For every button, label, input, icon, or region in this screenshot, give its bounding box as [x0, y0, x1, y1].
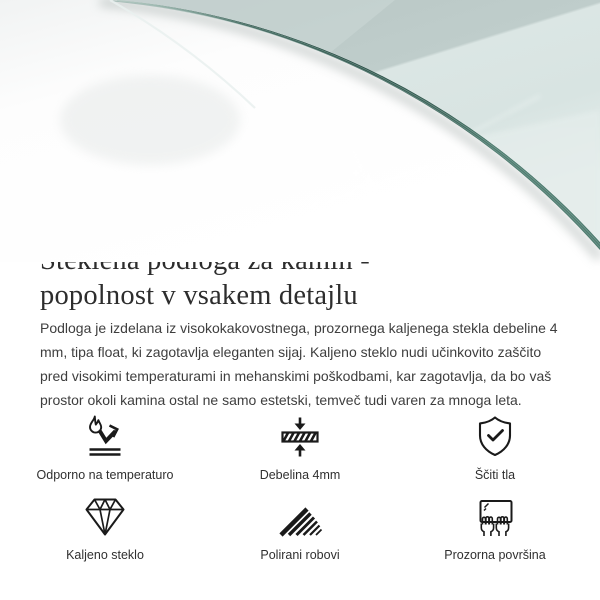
feature-tempered-glass: [30, 496, 180, 564]
feature-label: Polirani robovi: [260, 547, 340, 562]
features-grid: [0, 416, 600, 563]
hands-glass-pane-icon: [472, 496, 518, 540]
feature-label: Odporno na temperaturo: [36, 468, 174, 482]
polished-edges-icon: [277, 496, 323, 540]
glass-sheet-photo: [0, 0, 600, 262]
feature-label: Ščiti tla: [474, 468, 516, 482]
feature-transparent-surface: [420, 496, 570, 564]
thickness-4mm-icon: [277, 416, 323, 460]
temperature-resistant-icon: [82, 416, 128, 460]
page-title-line2: popolnost v vsakem detajlu: [40, 280, 358, 311]
feature-floor-protection: [420, 416, 570, 484]
diamond-icon: [82, 496, 128, 540]
feature-polished-edges: [190, 496, 410, 564]
shield-check-icon: [472, 416, 518, 460]
feature-label: Kaljeno steklo: [66, 547, 144, 562]
product-description: Podloga je izdelana iz visokokakovostnega, prozornega kaljenega stekla debeline 4 mm, tipa float, ki zagotavlja eleganten sijaj. Kaljeno steklo nudi učinkovito zaščito pred visokimi temperaturami in mehanskimi poškodbami, kar zagotavlja, da bo vaš prostor okoli kamina ostal ne samo estetski, temveč tudi varen za mnoga leta.: [40, 320, 558, 408]
feature-label: Debelina 4mm: [259, 468, 341, 482]
feature-label: Prozorna površina: [444, 547, 546, 562]
feature-temperature: [30, 416, 180, 484]
hero-product-image: [0, 0, 600, 236]
feature-thickness: [190, 416, 410, 484]
